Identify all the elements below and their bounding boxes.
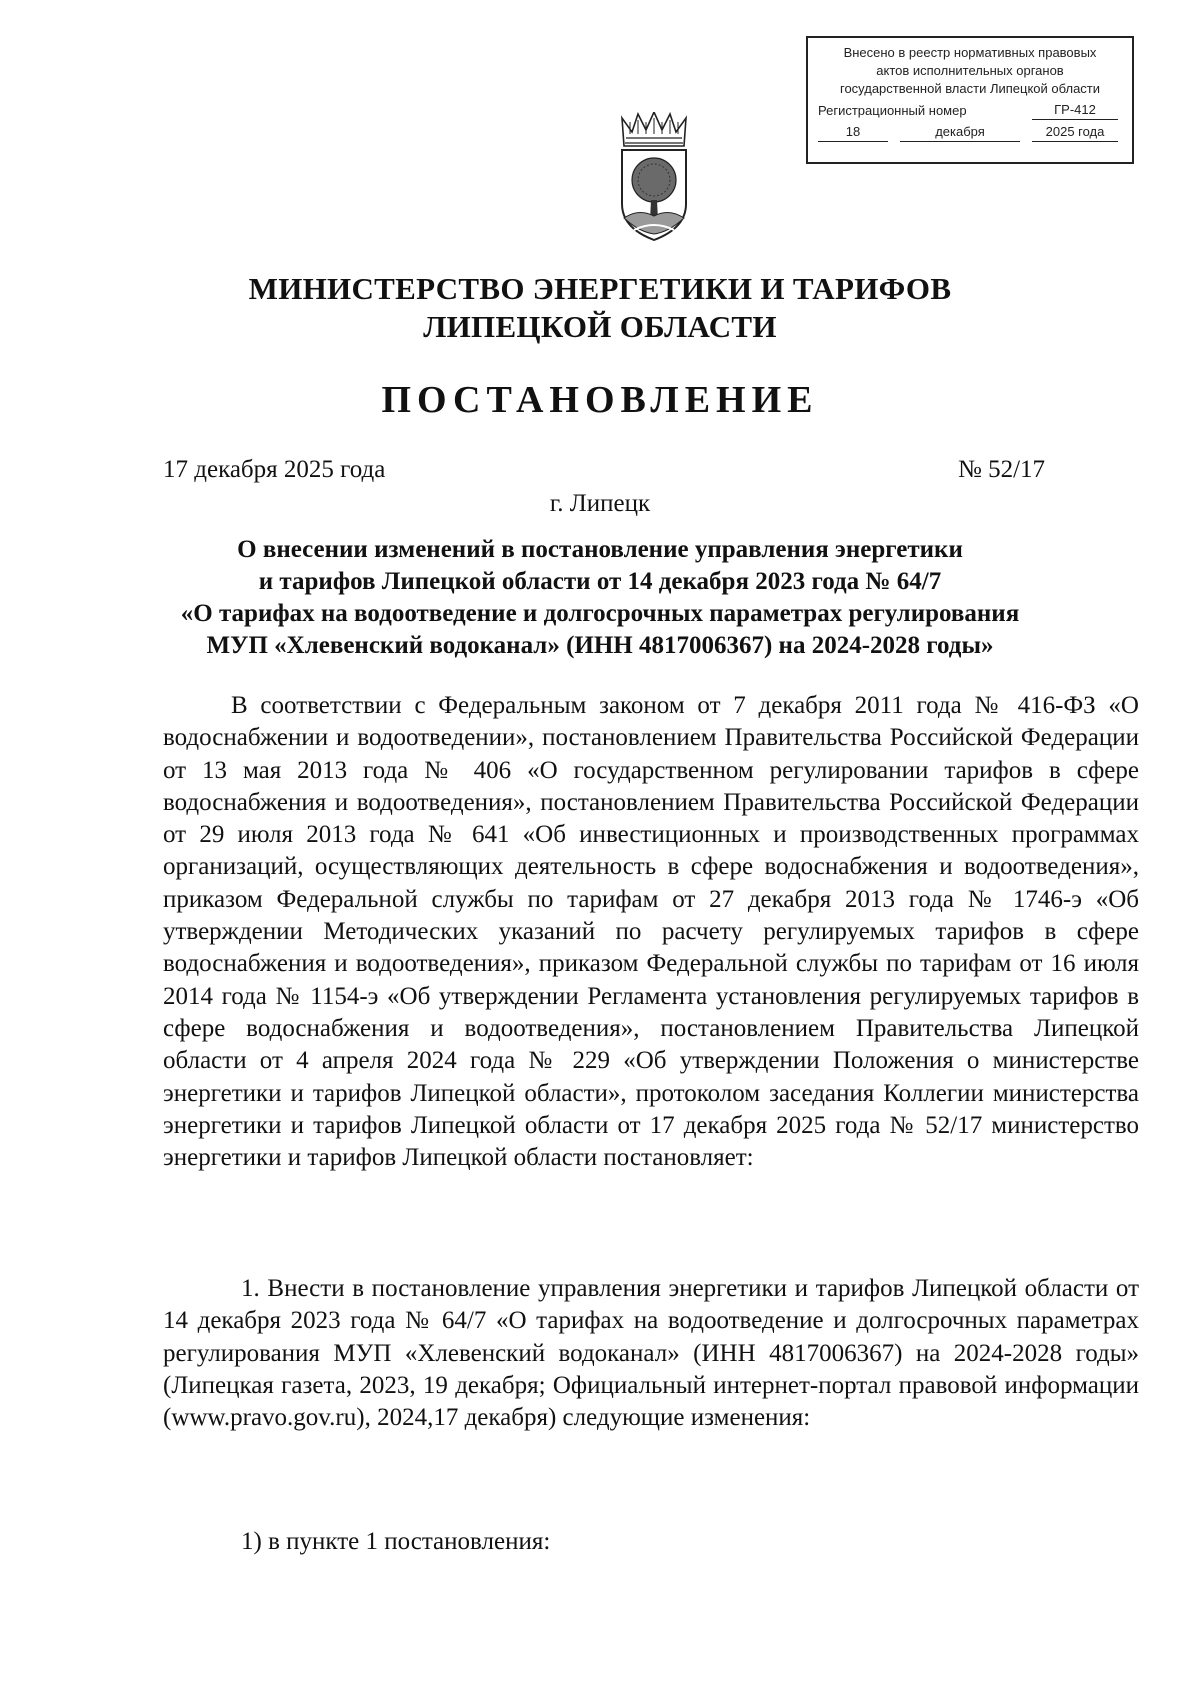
subject-line-1: О внесении изменений в постановление управления энергетики [237,536,963,563]
subject-line-4: МУП «Хлевенский водоканал» (ИНН 4817006367) на 2024-2028 годы» [206,632,994,659]
document-date: 17 декабря 2025 года [163,456,386,483]
stamp-reg-label: Регистрационный номер [818,103,967,118]
stamp-reg-number: ГР-412 [1032,101,1118,120]
stamp-day: 18 [818,123,888,142]
subitem-1-section [163,1526,1139,1558]
document-subject [0,534,1200,662]
item-1-paragraph: 1. Внести в постановление управления энергетики и тарифов Липецкой области от 14 декабря 2023 года № 64/7 «О тарифах на водоотведение и долгосрочных параметрах регулирования МУП «Хлевенский водоканал» (ИНН 4817006367) на 2024-2028 годы» (Липецкая газета, 2023, 19 декабря; Официальный интернет-портал правовой информации (www.pravo.gov.ru), 2024,17 декабря) следующие изменения: [163,1275,1139,1432]
document-city: г. Липецк [549,490,651,517]
stamp-line-3: государственной власти Липецкой области [839,81,1101,96]
stamp-line-1: Внесено в реестр нормативных правовых [843,45,1097,60]
lipetsk-coat-of-arms-icon [614,112,694,246]
ministry-line-1: МИНИСТЕРСТВО ЭНЕРГЕТИКИ И ТАРИФОВ [248,271,952,306]
stamp-year: 2025 года [1032,123,1118,142]
document-number: № 52/17 [958,456,1046,483]
ministry-name [0,270,1200,346]
preamble-paragraph: В соответствии с Федеральным законом от 7 декабря 2011 года № 416-ФЗ «О водоснабжении и водоотведении», постановлением Правительства Российской Федерации от 13 мая 2013 года № 406 «О государственном регулировании тарифов в сфере водоснабжения и водоотведения», постановлением Правительства Российской Федерации от 29 июля 2013 года № 641 «Об инвестиционных и производственных программах организаций, осуществляющих деятельность в сфере водоснабжения и водоотведения», приказом Федеральной службы по тарифам от 27 декабря 2013 года № 1746-э «Об утверждении Методических указаний по расчету регулируемых тарифов в сфере водоснабжения и водоотведения», приказом Федеральной службы по тарифам от 16 июля 2014 года № 1154-э «Об утверждении Регламента установления регулируемых тарифов в сфере водоснабжения и водоотведения», постановлением Правительства Липецкой области от 4 апреля 2024 года № 229 «Об утверждении Положения о министерстве энергетики и тарифов Липецкой области», протоколом заседания Коллегии министерства энергетики и тарифов Липецкой области от 17 декабря 2025 года № 52/17 министерство энергетики и тарифов Липецкой области постановляет: [163,692,1139,1172]
registry-stamp [806,36,1134,164]
stamp-line-2: актов исполнительных органов [876,63,1064,78]
stamp-month: декабря [900,123,1020,142]
subitem-1-paragraph: 1) в пункте 1 постановления: [241,1528,551,1555]
ministry-line-2: ЛИПЕЦКОЙ ОБЛАСТИ [423,309,777,344]
item-1-section [163,1273,1139,1434]
subject-line-2: и тарифов Липецкой области от 14 декабря 2023 года № 64/7 [258,568,942,595]
subject-line-3: «О тарифах на водоотведение и долгосрочных параметрах регулирования [180,600,1020,627]
preamble-section [163,690,1139,1174]
document-type: ПОСТАНОВЛЕНИЕ [381,379,819,421]
